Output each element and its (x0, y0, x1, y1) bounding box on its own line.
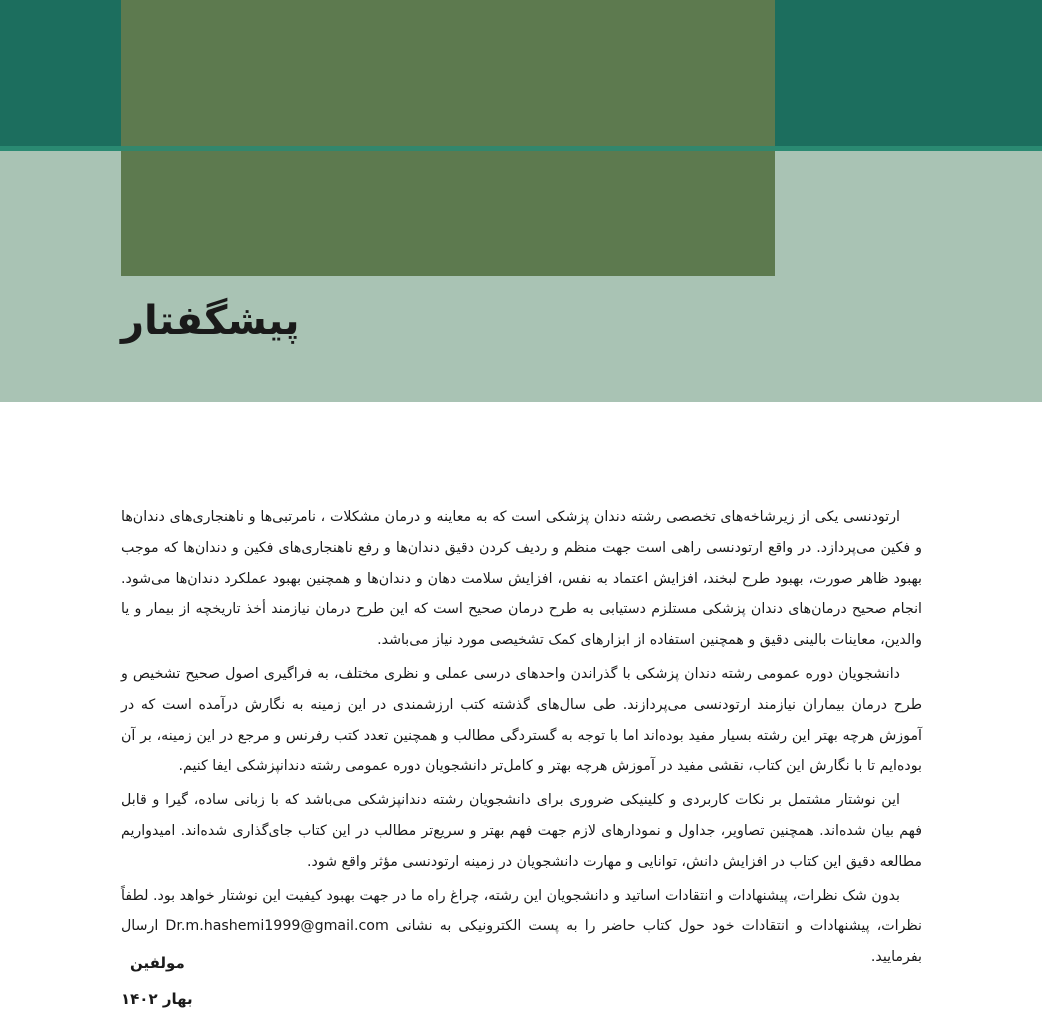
publication-date: بهار ۱۴۰۲ (121, 990, 193, 1008)
contact-text-end: ارسال بفرمایید. (121, 918, 922, 966)
chapter-title: پیشگفتار (121, 298, 300, 344)
decorative-square-stripe (121, 146, 775, 151)
paragraph: این نوشتار مشتمل بر نکات کاربردی و کلینیکی ضروری برای دانشجویان رشته دندانپزشکی می‌باشد که با زبانی ساده، گیرا و قابل فهم بیان شده‌اند. همچنین تصاویر، جداول و نمودارهای لازم جهت فهم بهتر و سریع‌تر مطالب در این کتاب جای‌گذاری شده‌اند. امیدواریم مطالعه دقیق این کتاب در افزایش دانش، توانایی و مهارت دانشجویان در زمینه ارتودنسی مؤثر واقع شود. (121, 792, 922, 870)
paragraph: ارتودنسی یکی از زیرشاخه‌های تخصصی رشته دندان پزشکی است که به معاینه و درمان مشکلات ، نامرتبی‌ها و ناهنجاری‌های دندان‌ها و فکین می‌پردازد. در واقع ارتودنسی راهی است جهت منظم و ردیف کردن دقیق دندان‌ها و رفع ناهنجاری‌های فکین و دندان‌ها که موجب بهبود ظاهر صورت، بهبود طرح لبخند، افزایش اعتماد به نفس، افزایش سلامت دهان و دندان‌ها و همچنین بهبود عملکرد دندان‌ها می‌شود. انجام صحیح درمان‌های دندان پزشکی مستلزم دستیابی به طرح درمان صحیح است که این طرح درمان نیازمند أخذ تاریخچه از بیمار و یا والدین، معاینات بالینی دقیق و همچنین استفاده از ابزارهای کمک تشخیصی مورد نیاز می‌باشد. (121, 509, 922, 649)
decorative-square (121, 0, 775, 276)
paragraph: دانشجویان دوره عمومی رشته دندان پزشکی با گذراندن واحدهای درسی عملی و نظری مختلف، به فراگیری اصول صحیح تشخیص و طرح درمان بیماران نیازمند ارتودنسی می‌پردازند. طی سال‌های گذشته کتب ارزشمندی در این زمینه به نگارش درآمده است که در آموزش هرچه بهتر این رشته بسیار مفید بوده‌اند اما با توجه به گستردگی مطالب و همچنین تعدد کتب رفرنس و مرجع در این زمینه، بر آن بوده‌ایم تا با نگارش این کتاب، نقشی مفید در آموزش هرچه بهتر و کامل‌تر دانشجویان دوره عمومی رشته دندانپزشکی ایفا کنیم. (121, 665, 922, 775)
email-address: Dr.m.hashemi1999@gmail.com (165, 918, 389, 935)
preface-body (121, 502, 922, 976)
author-signature: مولفین (130, 954, 185, 972)
contact-text: بدون شک نظرات، پیشنهادات و انتقادات اساتید و دانشجویان این رشته، چراغ راه ما در جهت بهبود کیفیت این نوشتار خواهد بود. لطفاً نظرات، پیشنهادات و انتقادات خود حول کتاب حاضر را به پست الکترونیکی به نشانی (121, 887, 922, 935)
